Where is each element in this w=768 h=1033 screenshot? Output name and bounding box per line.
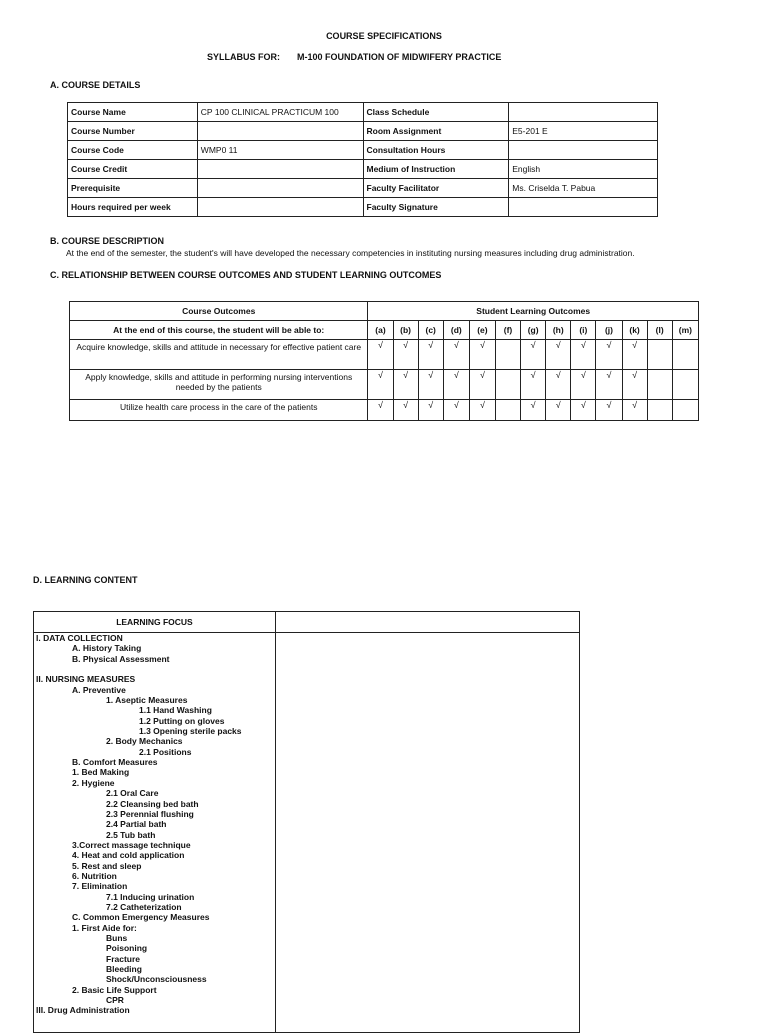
empty-cell (495, 400, 520, 421)
learning-item: 2.4 Partial bath (106, 819, 167, 830)
learning-item: 2.1 Positions (139, 746, 192, 757)
learning-focus-list (34, 633, 276, 1033)
detail-label: Course Name (68, 103, 198, 122)
section-b-heading: B. COURSE DESCRIPTION (50, 236, 165, 246)
check-mark: √ (596, 340, 622, 370)
check-mark: √ (546, 340, 571, 370)
empty-cell (495, 340, 520, 370)
check-mark: √ (521, 400, 546, 421)
slo-letter: (a) (368, 321, 393, 340)
slo-letter: (d) (443, 321, 469, 340)
details-row (68, 160, 658, 179)
slo-letter: (b) (393, 321, 418, 340)
outcome-row (70, 400, 699, 421)
document-title: COURSE SPECIFICATIONS (326, 31, 442, 41)
course-description: At the end of the semester, the student's will have developed the necessary competencies in instituting nursing measures including drug administration. (66, 248, 635, 258)
learning-second-column (275, 633, 579, 1033)
check-mark: √ (418, 340, 443, 370)
detail-label: Prerequisite (68, 179, 198, 198)
slo-letter: (h) (546, 321, 571, 340)
slo-letter: (e) (469, 321, 495, 340)
learning-item: 1. First Aide for: (72, 922, 137, 933)
details-row (68, 141, 658, 160)
section-a-heading: A. COURSE DETAILS (50, 80, 141, 90)
learning-item: B. Physical Assessment (72, 653, 170, 664)
empty-cell (647, 370, 672, 400)
check-mark: √ (418, 370, 443, 400)
outcome-row (70, 370, 699, 400)
slo-letter: (i) (571, 321, 596, 340)
check-mark: √ (571, 340, 596, 370)
check-mark: √ (443, 340, 469, 370)
outcomes-table (69, 301, 699, 421)
course-outcomes-header: Course Outcomes (70, 302, 368, 321)
learning-item: 3.Correct massage technique (72, 839, 191, 850)
check-mark: √ (622, 370, 647, 400)
detail-label: Medium of Instruction (363, 160, 509, 179)
details-row (68, 179, 658, 198)
detail-label: Consultation Hours (363, 141, 509, 160)
learning-item: 2.5 Tub bath (106, 829, 156, 840)
check-mark: √ (596, 400, 622, 421)
details-row (68, 103, 658, 122)
slo-letter: (m) (672, 321, 698, 340)
detail-value (509, 103, 658, 122)
learning-item (36, 664, 273, 674)
learning-item: Bleeding (106, 964, 142, 974)
outcome-text: Utilize health care process in the care of the patients (70, 400, 368, 421)
check-mark: √ (521, 340, 546, 370)
detail-value (197, 179, 363, 198)
empty-cell (672, 370, 698, 400)
detail-label: Faculty Facilitator (363, 179, 509, 198)
detail-label: Course Credit (68, 160, 198, 179)
section-d-heading: D. LEARNING CONTENT (33, 575, 138, 585)
check-mark: √ (393, 340, 418, 370)
learning-item: II. NURSING MEASURES (36, 674, 136, 685)
learning-item: 5. Rest and sleep (72, 860, 142, 871)
slo-header: Student Learning Outcomes (368, 302, 699, 321)
learning-item: B. Comfort Measures (72, 757, 158, 768)
learning-item: 1.1 Hand Washing (139, 705, 212, 716)
empty-cell (495, 370, 520, 400)
check-mark: √ (469, 400, 495, 421)
check-mark: √ (443, 400, 469, 421)
detail-value (197, 160, 363, 179)
detail-value: English (509, 160, 658, 179)
learning-item: 7.2 Catheterization (106, 901, 182, 912)
learning-item: 1.3 Opening sterile packs (139, 726, 242, 737)
learning-item: 2.1 Oral Care (106, 788, 159, 799)
learning-item: Shock/Unconsciousness (106, 974, 207, 985)
learning-item: 1. Bed Making (72, 767, 130, 778)
learning-item: 7.1 Inducing urination (106, 891, 195, 902)
learning-content-table (33, 611, 580, 1033)
learning-item: C. Common Emergency Measures (72, 912, 210, 923)
check-mark: √ (368, 370, 393, 400)
learning-item: 7. Elimination (72, 881, 128, 892)
outcome-row (70, 340, 699, 370)
learning-item: I. DATA COLLECTION (36, 633, 123, 643)
check-mark: √ (521, 370, 546, 400)
slo-letter: (j) (596, 321, 622, 340)
check-mark: √ (368, 400, 393, 421)
check-mark: √ (393, 400, 418, 421)
details-row (68, 122, 658, 141)
learning-item: A. History Taking (72, 643, 142, 654)
learning-item: Poisoning (106, 943, 148, 954)
detail-value (509, 141, 658, 160)
learning-item: 1.2 Putting on gloves (139, 715, 225, 726)
details-row (68, 198, 658, 217)
empty-cell (647, 340, 672, 370)
check-mark: √ (622, 340, 647, 370)
slo-letter: (k) (622, 321, 647, 340)
learning-item: CPR (106, 995, 124, 1006)
outcomes-subheader: At the end of this course, the student will be able to: (70, 321, 368, 340)
learning-item: 2. Hygiene (72, 777, 115, 788)
outcome-text: Acquire knowledge, skills and attitude in necessary for effective patient care (70, 340, 368, 370)
detail-label: Course Code (68, 141, 198, 160)
slo-letter: (l) (647, 321, 672, 340)
empty-cell (672, 400, 698, 421)
detail-value: CP 100 CLINICAL PRACTICUM 100 (197, 103, 363, 122)
learning-focus-header: LEARNING FOCUS (34, 612, 276, 633)
outcome-text: Apply knowledge, skills and attitude in performing nursing interventions needed by the patients (70, 370, 368, 400)
check-mark: √ (443, 370, 469, 400)
course-details-table (67, 102, 658, 217)
check-mark: √ (546, 370, 571, 400)
learning-item: A. Preventive (72, 684, 126, 695)
learning-item: III. Drug Administration (36, 1005, 130, 1016)
check-mark: √ (546, 400, 571, 421)
detail-value (197, 198, 363, 217)
check-mark: √ (368, 340, 393, 370)
check-mark: √ (469, 340, 495, 370)
slo-letter: (g) (521, 321, 546, 340)
learning-item: 2. Basic Life Support (72, 984, 157, 995)
empty-cell (647, 400, 672, 421)
learning-item: 6. Nutrition (72, 870, 117, 881)
check-mark: √ (393, 370, 418, 400)
check-mark: √ (571, 370, 596, 400)
learning-item: 1. Aseptic Measures (106, 695, 188, 706)
slo-letter: (c) (418, 321, 443, 340)
learning-item: Buns (106, 932, 128, 943)
check-mark: √ (596, 370, 622, 400)
detail-value: Ms. Criselda T. Pabua (509, 179, 658, 198)
learning-item: Fracture (106, 953, 141, 964)
detail-label: Hours required per week (68, 198, 198, 217)
slo-letter: (f) (495, 321, 520, 340)
detail-value: E5-201 E (509, 122, 658, 141)
learning-item: 2. Body Mechanics (106, 736, 183, 747)
detail-label: Faculty Signature (363, 198, 509, 217)
check-mark: √ (571, 400, 596, 421)
check-mark: √ (418, 400, 443, 421)
detail-value (197, 122, 363, 141)
learning-item: 4. Heat and cold application (72, 850, 185, 861)
detail-label: Room Assignment (363, 122, 509, 141)
empty-cell (672, 340, 698, 370)
learning-second-header (275, 612, 579, 633)
section-c-heading: C. RELATIONSHIP BETWEEN COURSE OUTCOMES AND STUDENT LEARNING OUTCOMES (50, 270, 442, 280)
detail-label: Class Schedule (363, 103, 509, 122)
check-mark: √ (469, 370, 495, 400)
check-mark: √ (622, 400, 647, 421)
detail-value: WMP0 11 (197, 141, 363, 160)
syllabus-label: SYLLABUS FOR: (207, 52, 280, 62)
detail-label: Course Number (68, 122, 198, 141)
syllabus-value: M-100 FOUNDATION OF MIDWIFERY PRACTICE (297, 52, 502, 62)
detail-value (509, 198, 658, 217)
learning-item: 2.3 Perennial flushing (106, 808, 194, 819)
learning-item: 2.2 Cleansing bed bath (106, 798, 199, 809)
